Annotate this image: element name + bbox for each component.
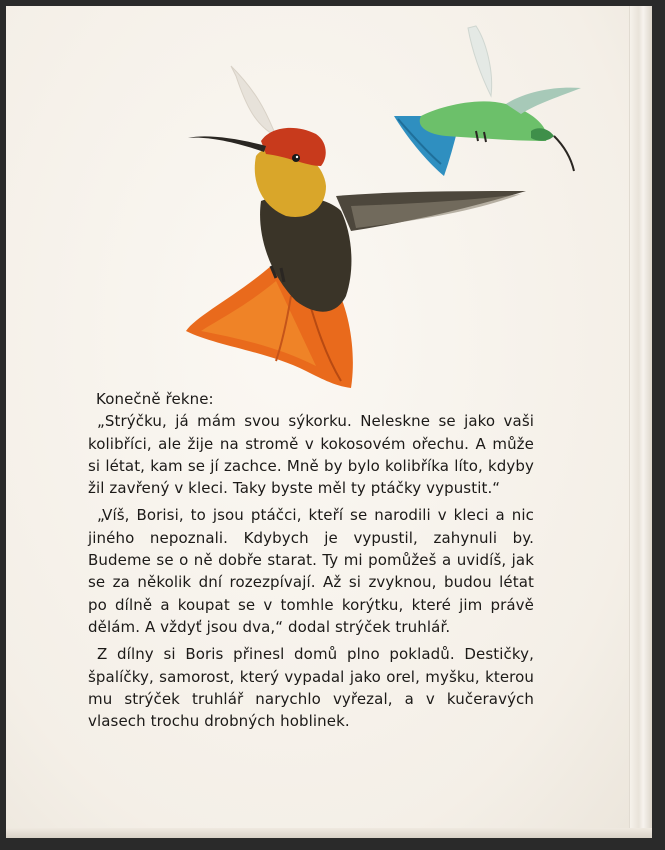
paragraph-2: „Strýčku, já mám svou sýkorku. Neleskne se jako vaši kolibříci, ale žije na stromě v kokosovém ořechu. A může si létat, kam se jí zachce. Mně by bylo kolibříka líto, kdyby žil zavřený v kleci. Taky byste měl ty ptáčky vypustit.“ — [88, 412, 534, 498]
book-page — [6, 6, 652, 838]
page-surface — [6, 6, 630, 828]
paragraph-4: Z dílny si Boris přinesl domů plno pokladů. Destičky, špalíčky, samorost, který vypadal jako orel, myšku, kterou mu strýček truhlář narychlo vyřezal, a v kučeravých vlasech trochu drobných hoblinek. — [88, 645, 534, 731]
hummingbirds-illustration — [176, 16, 606, 396]
paragraph-1: Konečně řekne: — [96, 390, 214, 408]
paragraph-3: „Víš, Borisi, to jsou ptáčci, kteří se narodili v kleci a nic jiného nepoznali. Kdybych je vypustil, zahynuli by. Budeme se o ně dobře starat. Ty mi pomůžeš a uvidíš, jak se za několik dní rozezpívají. Až si zvyknou, budou létat po dílně a koupat se v tomhle korýtku, které jim právě dělám. A vždyť jsou dva,“ dodal strýček truhlář. — [88, 506, 534, 636]
small-hummingbird — [394, 26, 581, 176]
page-edge — [629, 6, 652, 838]
story-text — [88, 388, 534, 732]
page-bottom-edge — [6, 828, 652, 838]
